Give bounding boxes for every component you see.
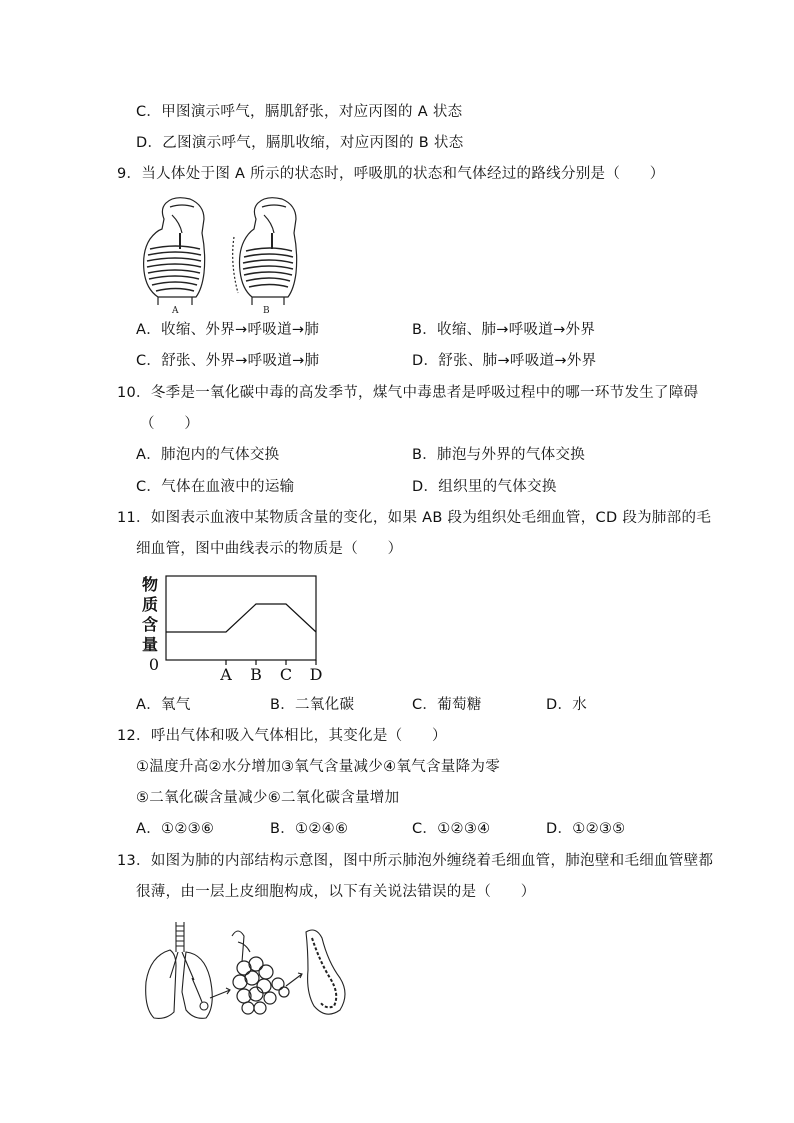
q12-stem: 12．呼出气体和吸入气体相比，其变化是（ ） [117, 728, 447, 744]
figure-label-b: B [263, 306, 270, 315]
q9-option-b: B．收缩、肺→呼吸道→外界 [412, 322, 596, 338]
x-tick-label-b: B [250, 665, 262, 684]
y-axis-label-char: 量 [141, 635, 159, 654]
chart-series-line [166, 604, 316, 632]
figure-label-a: A [172, 306, 179, 315]
x-tick-label-a: A [220, 665, 232, 684]
q11-option-a: A．氧气 [136, 697, 191, 713]
q13-lung-structure-figure [140, 922, 356, 1026]
q11-option-d: D．水 [546, 697, 588, 713]
arrow [210, 988, 230, 998]
q12-option-c: C．①②③④ [412, 821, 491, 837]
q10-stem-line2: （ ） [140, 416, 200, 432]
q11-option-c: C．葡萄糖 [412, 697, 482, 713]
q8-option-d: D．乙图演示呼气，膈肌收缩，对应丙图的 B 状态 [136, 135, 464, 151]
q9-option-c: C．舒张、外界→呼吸道→肺 [136, 353, 320, 369]
x-tick-label-d: D [309, 665, 323, 684]
q10-option-b: B．肺泡与外界的气体交换 [412, 447, 586, 463]
q8-option-c: C．甲图演示呼气，膈肌舒张，对应丙图的 A 状态 [136, 104, 463, 120]
q10-option-c: C．气体在血液中的运输 [136, 479, 295, 495]
q10-option-a: A．肺泡内的气体交换 [136, 447, 280, 463]
q9-stem: 9．当人体处于图 A 所示的状态时，呼吸肌的状态和气体经过的路线分别是（ ） [117, 166, 665, 182]
q11-stem-line1: 11．如图表示血液中某物质含量的变化，如果 AB 段为组织处毛细血管，CD 段为肺部的毛 [117, 510, 712, 526]
q12-option-a: A．①②③⑥ [136, 821, 215, 837]
arrow [286, 973, 302, 986]
q11-stem-line2: 细血管，图中曲线表示的物质是（ ） [136, 541, 403, 557]
q13-stem-line2: 很薄，由一层上皮细胞构成，以下有关说法错误的是（ ） [136, 884, 536, 900]
q10-option-d: D．组织里的气体交换 [412, 479, 557, 495]
q12-items-line2: ⑤二氧化碳含量减少⑥二氧化碳含量增加 [136, 790, 400, 806]
q13-stem-line1: 13．如图为肺的内部结构示意图，图中所示肺泡外缠绕着毛细血管，肺泡壁和毛细血管壁都 [117, 853, 714, 869]
x-tick-label-c: C [279, 665, 293, 684]
q12-option-d: D．①②③⑤ [546, 821, 626, 837]
q9-option-d: D．舒张、肺→呼吸道→外界 [412, 353, 597, 369]
q12-items-line1: ①温度升高②水分增加③氧气含量减少④氧气含量降为零 [136, 759, 500, 775]
y-axis-label-char: 含 [141, 615, 159, 634]
q9-respiration-figure [136, 193, 308, 315]
body-figure-a [144, 198, 205, 305]
origin-label: 0 [148, 655, 160, 674]
q11-option-b: B．二氧化碳 [270, 697, 355, 713]
body-figure-b [233, 198, 297, 305]
q12-option-b: B．①②④⑥ [270, 821, 349, 837]
q11-chart [136, 568, 326, 684]
q10-stem-line1: 10．冬季是一氧化碳中毒的高发季节，煤气中毒患者是呼吸过程中的哪一环节发生了障碍 [117, 385, 699, 401]
q9-option-a: A．收缩、外界→呼吸道→肺 [136, 322, 320, 338]
lung-left [146, 950, 176, 1018]
y-axis-label-char: 质 [141, 595, 159, 614]
y-axis-label-char: 物 [141, 575, 159, 594]
